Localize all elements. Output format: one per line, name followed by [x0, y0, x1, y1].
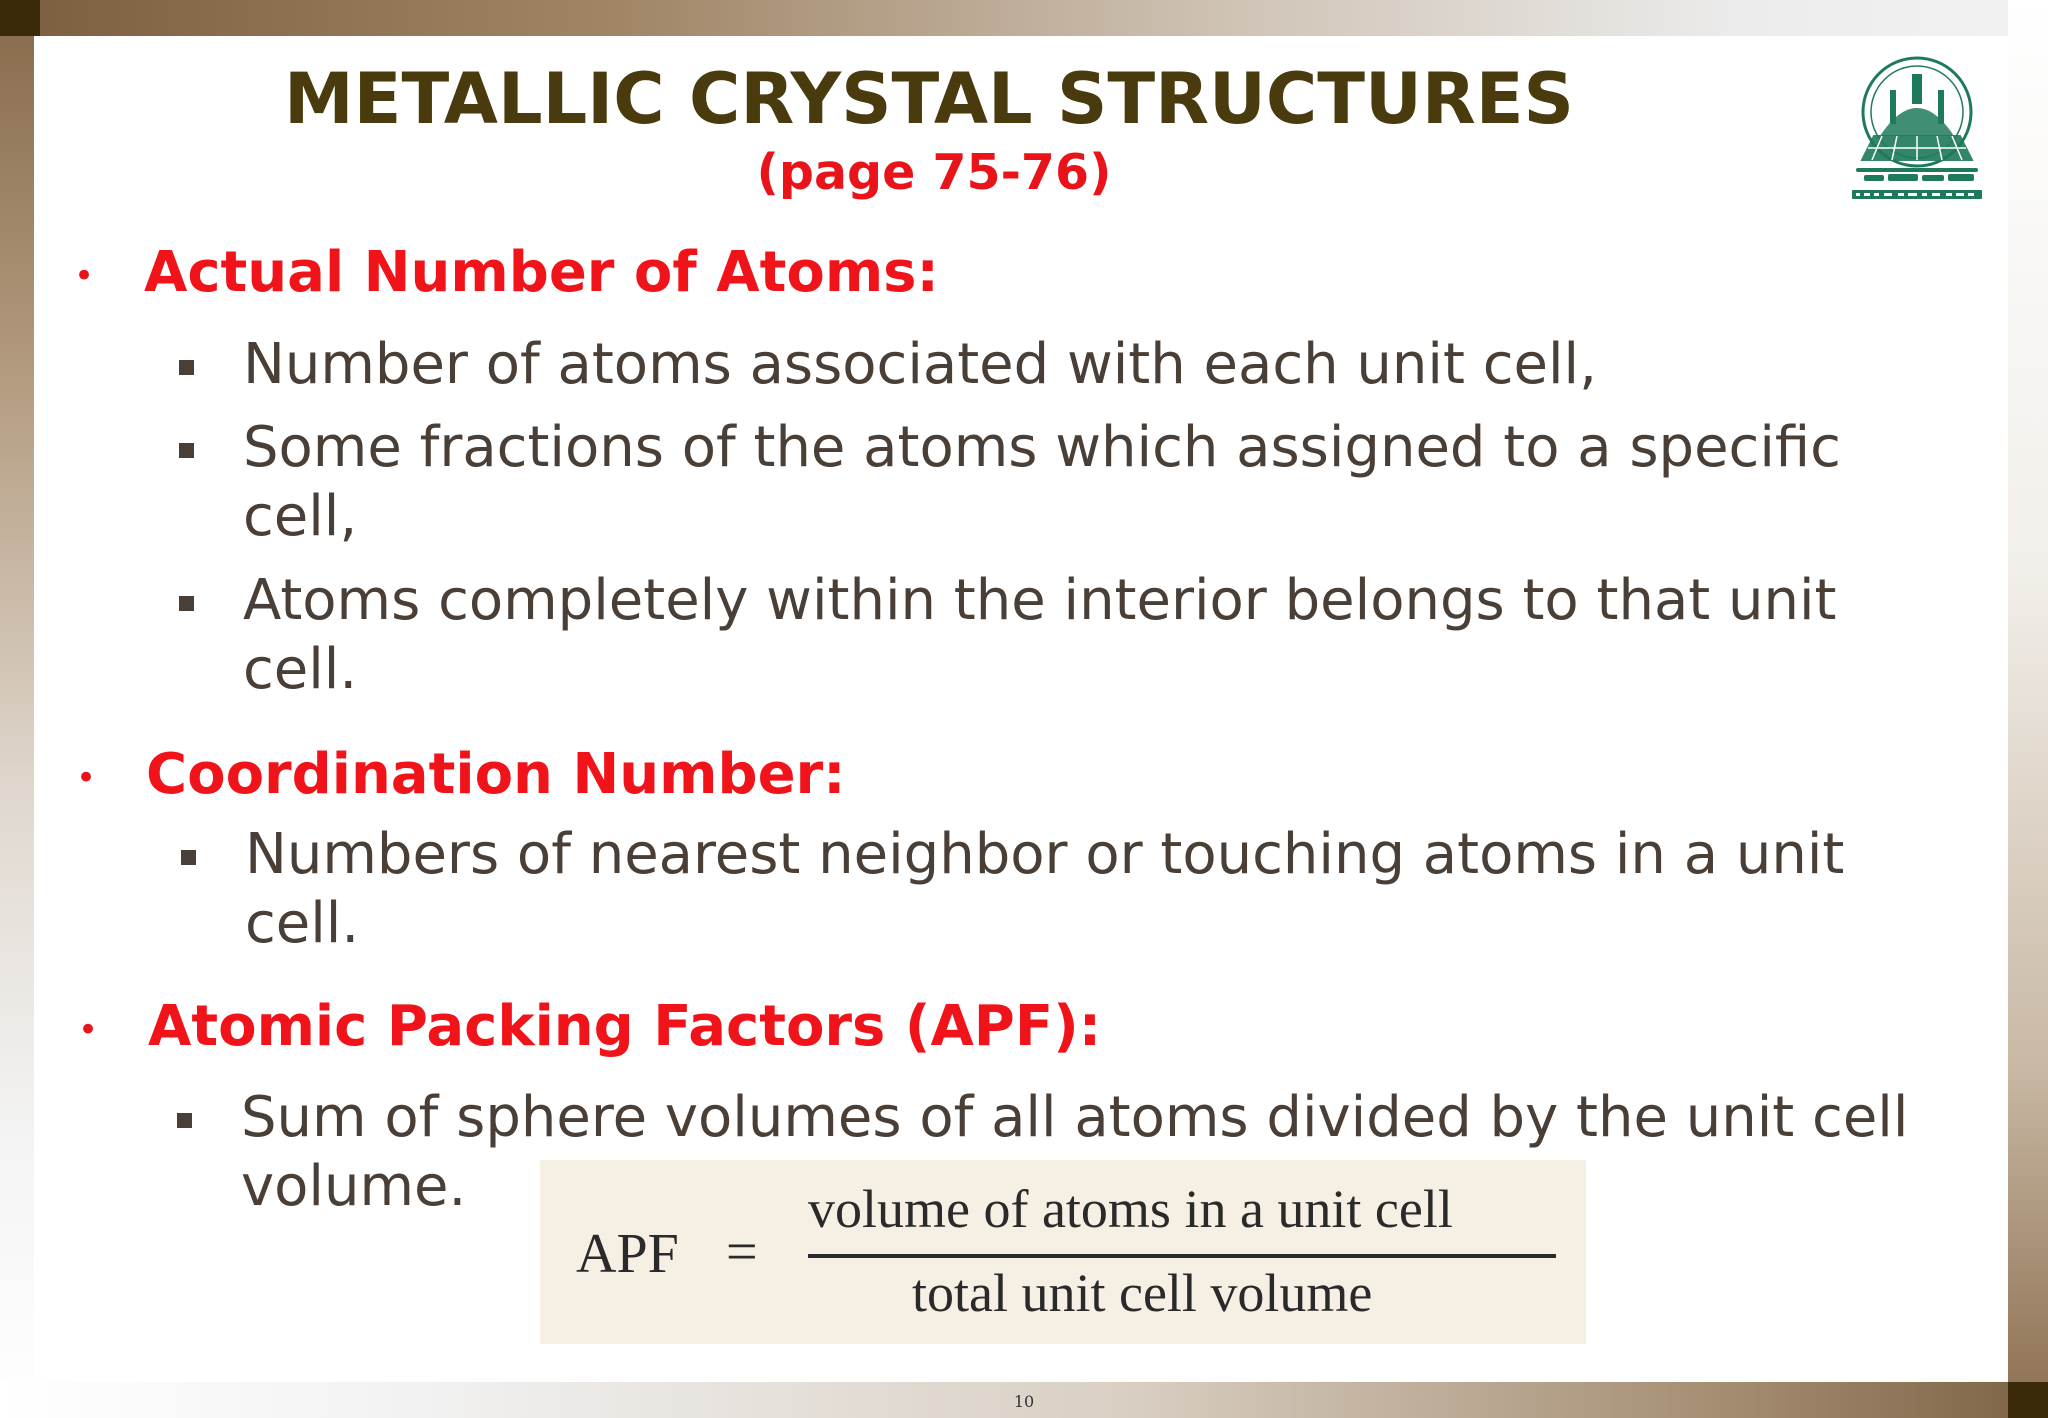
slide-subtitle: (page 75-76) [756, 144, 1112, 201]
section-heading-coordination: Coordination Number: [146, 742, 846, 807]
section-bullet: • [76, 758, 97, 798]
frame-right-bar [2008, 0, 2048, 1418]
section-bullet: • [78, 1010, 99, 1050]
section-heading-apf: Atomic Packing Factors (APF): [148, 994, 1102, 1059]
item-text: Some fractions of the atoms which assigned to a specific [243, 415, 1841, 480]
item-text-continued: cell. [243, 637, 358, 702]
slide-title: METALLIC CRYSTAL STRUCTURES [284, 58, 1574, 140]
frame-left-bar [0, 36, 34, 1418]
item-text: Atoms completely within the interior belongs to that unit [243, 568, 1837, 633]
item-text-continued: cell. [245, 891, 360, 956]
formula-lhs: APF [576, 1223, 679, 1285]
formula-equals: = [726, 1221, 758, 1283]
item-text: Sum of sphere volumes of all atoms divided by the unit cell [241, 1085, 1909, 1150]
apf-formula [540, 1160, 1586, 1344]
section-bullet: • [74, 256, 95, 296]
page-number: 10 [1013, 1392, 1035, 1411]
college-logo [1842, 50, 1992, 208]
item-text: Number of atoms associated with each unit cell, [243, 332, 1597, 397]
item-text: Numbers of nearest neighbor or touching atoms in a unit [245, 822, 1845, 887]
item-bullet [177, 1113, 192, 1128]
item-bullet [179, 443, 194, 458]
section-heading-atoms: Actual Number of Atoms: [144, 240, 939, 305]
item-text-continued: cell, [243, 484, 358, 549]
formula-numerator: volume of atoms in a unit cell [808, 1179, 1453, 1239]
jubail-industrial-college-logo-icon [1842, 50, 1992, 208]
item-text-continued: volume. [241, 1154, 467, 1219]
frame-top-bar [0, 0, 2048, 36]
item-bullet [181, 850, 196, 865]
formula-denominator: total unit cell volume [912, 1263, 1373, 1323]
frame-corner-top-left [0, 0, 40, 36]
item-bullet [179, 596, 194, 611]
item-bullet [179, 360, 194, 375]
formula-fraction-bar [808, 1254, 1556, 1258]
